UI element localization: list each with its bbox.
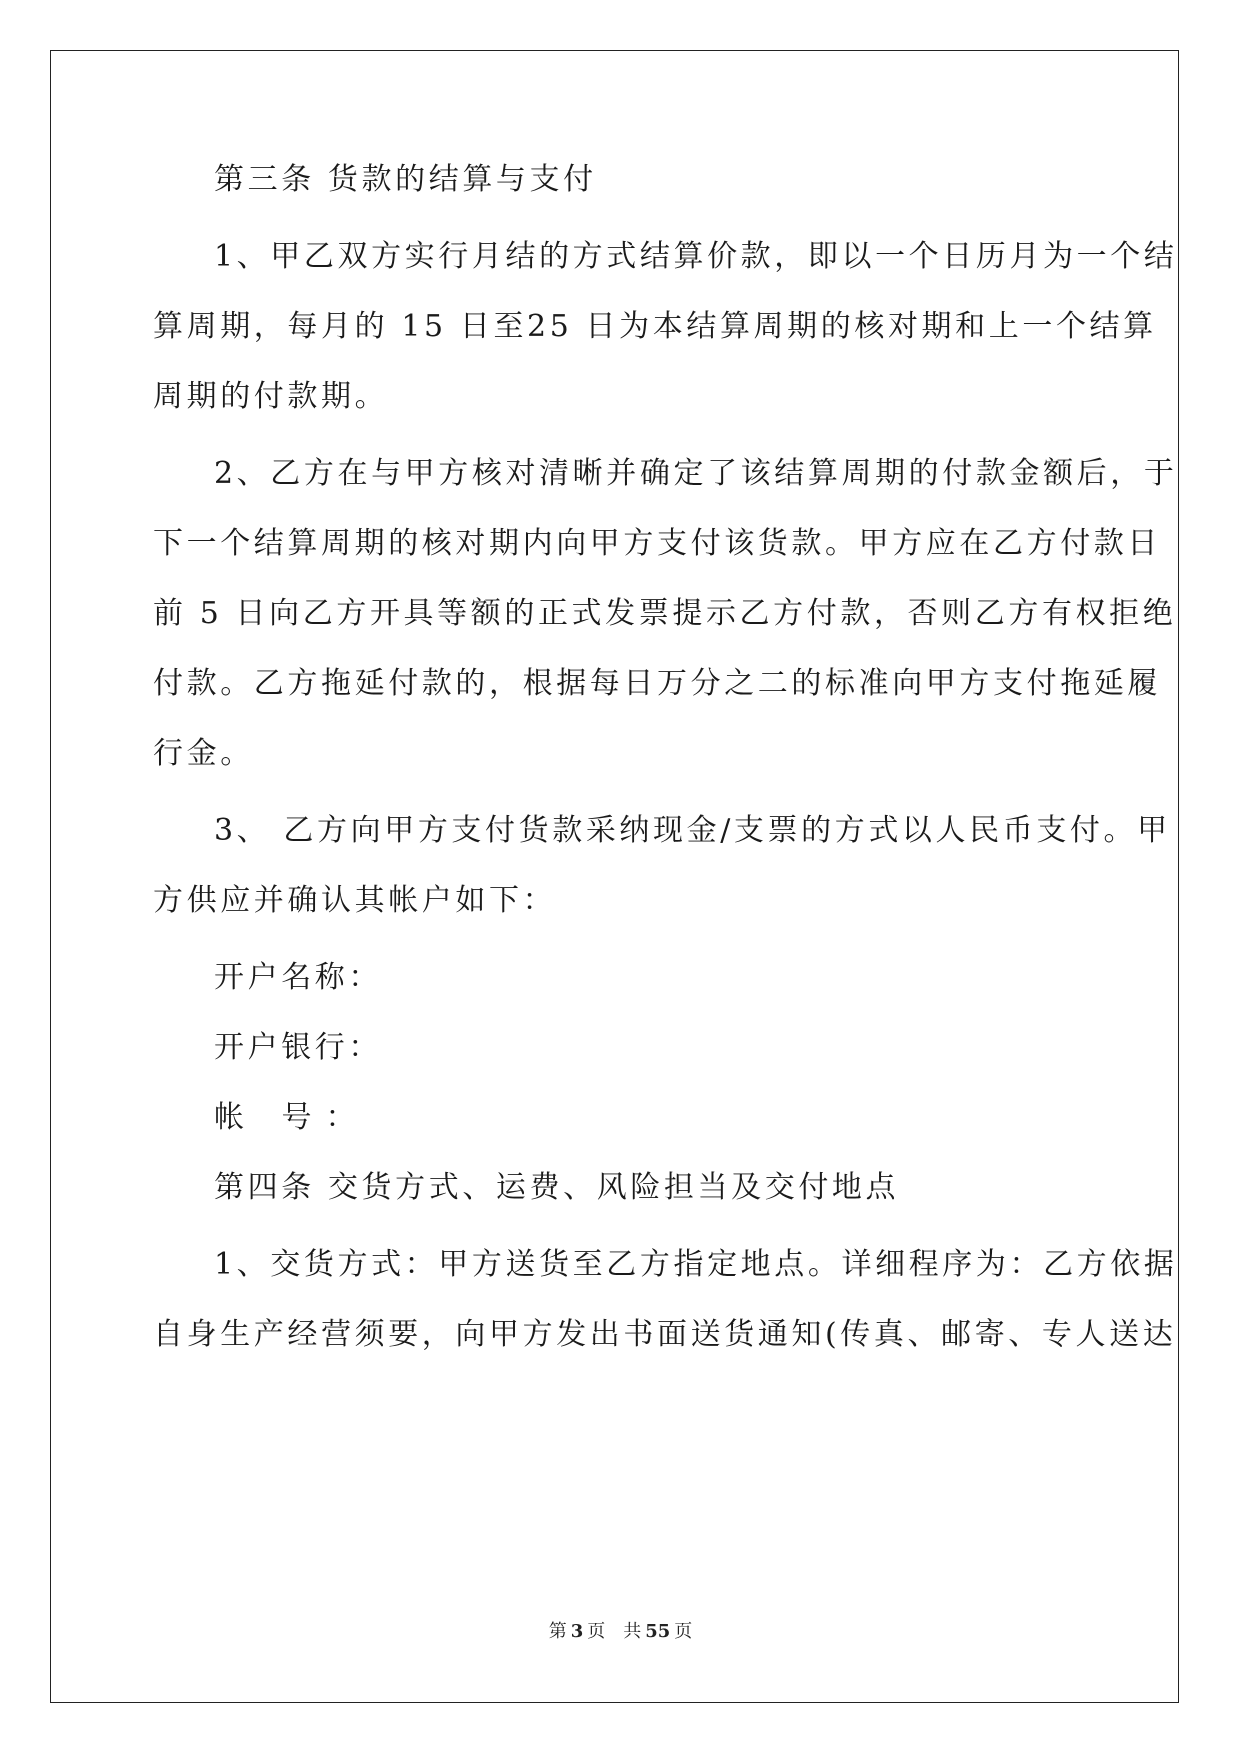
page-number: 3 [570, 1621, 584, 1642]
account-number-label: 帐 号： [214, 1100, 370, 1135]
page-border [50, 50, 1179, 1703]
paragraph-line: 方供应并确认其帐户如下： [153, 883, 557, 918]
section-heading: 第三条 货款的结算与支付 [214, 162, 597, 197]
paragraph-line: 自身生产经营须要，向甲方发出书面送货通知(传真、邮寄、专人送达 [153, 1317, 1177, 1352]
paragraph-line: 1、甲乙双方实行月结的方式结算价款，即以一个日历月为一个结 [214, 239, 1178, 274]
section-heading: 第四条 交货方式、运费、风险担当及交付地点 [214, 1170, 900, 1205]
total-prefix: 共 [623, 1621, 642, 1642]
paragraph-line: 1、交货方式：甲方送货至乙方指定地点。详细程序为：乙方依据 [214, 1247, 1178, 1282]
page-suffix: 页 [587, 1621, 606, 1642]
paragraph-line: 行金。 [153, 736, 254, 771]
total-suffix: 页 [674, 1621, 693, 1642]
paragraph-line: 周期的付款期。 [153, 379, 389, 414]
paragraph-line: 2、乙方在与甲方核对清晰并确定了该结算周期的付款金额后，于 [214, 456, 1178, 491]
account-name-label: 开户名称： [214, 960, 382, 995]
paragraph-line: 3、 乙方向甲方支付货款采纳现金/支票的方式以人民币支付。甲 [214, 813, 1171, 848]
paragraph-line: 前 5 日向乙方开具等额的正式发票提示乙方付款，否则乙方有权拒绝 [153, 596, 1177, 631]
page-footer [0, 1617, 1241, 1643]
bank-label: 开户银行： [214, 1030, 382, 1065]
total-pages: 55 [645, 1621, 671, 1642]
paragraph-line: 付款。乙方拖延付款的，根据每日万分之二的标准向甲方支付拖延履 [153, 666, 1161, 701]
paragraph-line: 下一个结算周期的核对期内向甲方支付该货款。甲方应在乙方付款日 [153, 526, 1161, 561]
page-prefix: 第 [548, 1621, 567, 1642]
paragraph-line: 算周期，每月的 15 日至25 日为本结算周期的核对期和上一个结算 [153, 309, 1157, 344]
